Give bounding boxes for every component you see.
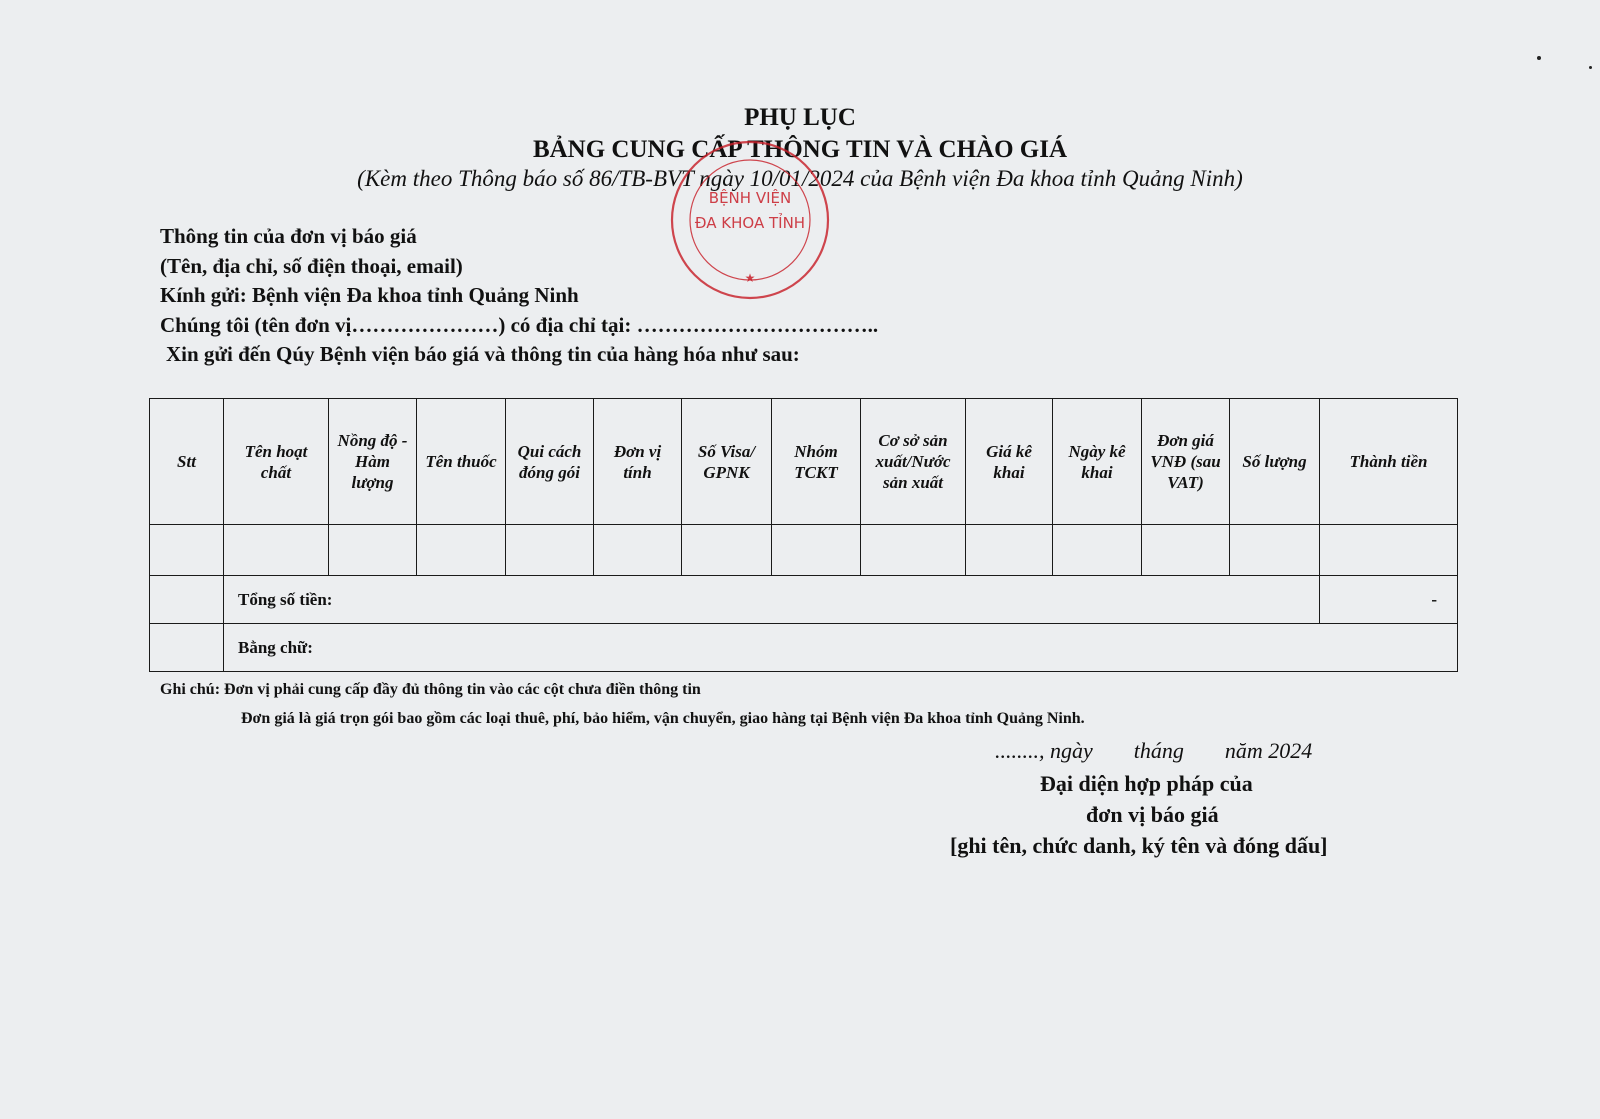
col-header: Số Visa/ GPNK: [682, 399, 772, 525]
date-year: năm 2024: [1224, 738, 1313, 763]
table-header-row: [150, 399, 1458, 525]
table-cell: [224, 525, 329, 576]
intro-line-supplier-info: Thông tin của đơn vị báo giá: [160, 224, 417, 248]
intro-line-request: Xin gửi đến Qúy Bệnh viện báo giá và thông tin của hàng hóa như sau:: [166, 342, 800, 366]
stamp-text-line1: BỆNH VIỆN: [708, 189, 792, 207]
quote-intro: [160, 222, 878, 370]
stamp-star-icon: ★: [744, 271, 756, 285]
note-line: Đơn giá là giá trọn gói bao gồm các loại thuê, phí, bảo hiểm, vận chuyển, giao hàng tại Bệnh viện Đa khoa tỉnh Quảng Ninh.: [241, 710, 1085, 727]
col-header: Qui cách đóng gói: [506, 399, 594, 525]
table-cell: [861, 525, 966, 576]
scan-speck: [1589, 66, 1592, 69]
col-header: Nồng độ - Hàm lượng: [329, 399, 417, 525]
col-header: Số lượng: [1230, 399, 1320, 525]
table-cell: [329, 525, 417, 576]
total-label: Tổng số tiền:: [224, 576, 1320, 624]
col-header: Ngày kê khai: [1053, 399, 1142, 525]
intro-line-address: Chúng tôi (tên đơn vị…………………) có địa chỉ tại: ……………………………..: [160, 312, 879, 337]
col-header: Stt: [150, 399, 224, 525]
table-cell: [772, 525, 861, 576]
signature-instruction: [ghi tên, chức danh, ký tên và đóng dấu]: [950, 833, 1328, 858]
table-cell: [417, 525, 506, 576]
col-header: Thành tiền: [1320, 399, 1458, 525]
col-header: Tên thuốc: [417, 399, 506, 525]
form-title: BẢNG CUNG CẤP THÔNG TIN VÀ CHÀO GIÁ: [532, 136, 1068, 163]
stamp-text-line2: ĐA KHOA TỈNH: [694, 214, 806, 232]
table-cell: [150, 624, 224, 672]
col-header: Cơ sở sản xuất/Nước sản xuất: [861, 399, 966, 525]
amount-in-words-row: [150, 624, 1458, 672]
table-cell: [1142, 525, 1230, 576]
table-cell: [1053, 525, 1142, 576]
table-cell: [966, 525, 1053, 576]
col-header: Nhóm TCKT: [772, 399, 861, 525]
col-header: Đơn giá VNĐ (sau VAT): [1142, 399, 1230, 525]
amount-in-words-label: Bằng chữ:: [224, 624, 1458, 672]
col-header: Giá kê khai: [966, 399, 1053, 525]
form-subtitle: (Kèm theo Thông báo số 86/TB-BVT ngày 10/01/2024 của Bệnh viện Đa khoa tỉnh Quảng Ninh): [357, 166, 1243, 191]
col-header: Đơn vị tính: [594, 399, 682, 525]
table-cell: [150, 525, 224, 576]
col-header: Tên hoạt chất: [224, 399, 329, 525]
quote-table: [149, 398, 1458, 672]
intro-line-recipient: Kính gửi: Bệnh viện Đa khoa tỉnh Quảng Ninh: [160, 283, 579, 307]
table-cell: [682, 525, 772, 576]
appendix-title: PHỤ LỤC: [744, 104, 856, 131]
table-cell: [150, 576, 224, 624]
table-cell: [1230, 525, 1320, 576]
total-amount: -: [1320, 576, 1458, 624]
date-month: tháng: [1133, 738, 1184, 763]
table-cell: [1320, 525, 1458, 576]
intro-line-contact: (Tên, địa chỉ, số điện thoại, email): [160, 253, 463, 278]
total-row: [150, 576, 1458, 624]
note-line: Ghi chú: Đơn vị phải cung cấp đầy đủ thông tin vào các cột chưa điền thông tin: [160, 681, 701, 698]
date-line: [995, 738, 1312, 764]
signature-title: Đại diện hợp pháp của: [1040, 771, 1253, 796]
signature-title: đơn vị báo giá: [1086, 802, 1219, 827]
table-cell: [594, 525, 682, 576]
scan-speck: [1537, 56, 1541, 60]
table-row: [150, 525, 1458, 576]
date-day: ........, ngày: [995, 738, 1093, 763]
table-cell: [506, 525, 594, 576]
